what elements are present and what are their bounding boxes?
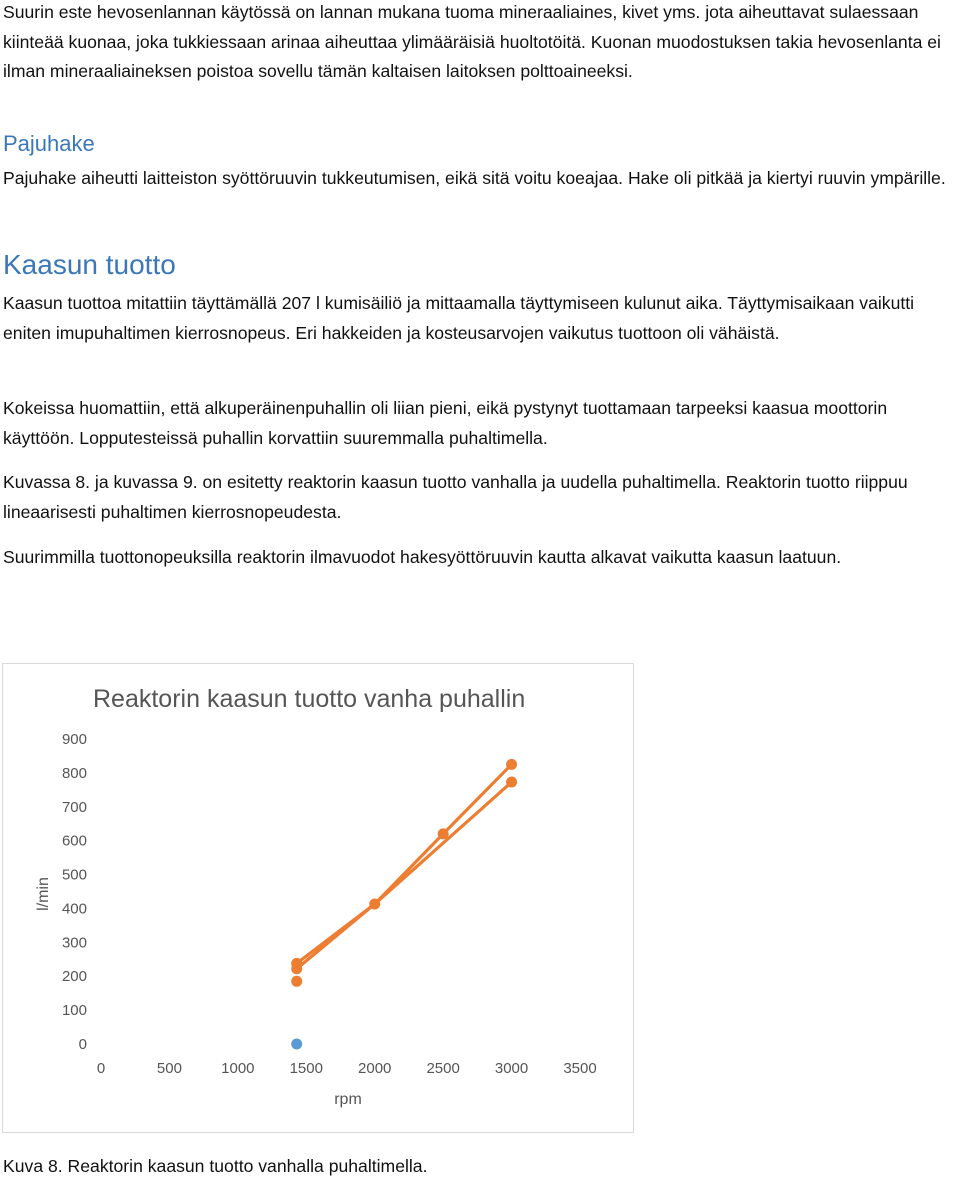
y-tick-label: 700 — [61, 798, 87, 816]
series-points — [291, 759, 517, 1050]
kaasun-tuotto-heading: Kaasun tuotto — [3, 249, 176, 280]
intro-paragraph: Suurin este hevosenlannan käytössä on lannan mukana tuoma mineraaliaines, kivet yms. jota aiheuttavat sulaessaan kiinteää kuonaa, joka tukkiessaan arinaa aiheuttaa ylimääräisiä huoltotöitä. Kuonan muodostuksen takia hevosenlanta ei ilman mineraaliaineksen poistoa sovellu tämän kaltaisen laitoksen polttoaineeksi. — [3, 2, 941, 81]
x-tick-label: 2500 — [426, 1060, 460, 1077]
figure-caption: Kuva 8. Reaktorin kaasun tuotto vanhalla puhaltimella. — [3, 1156, 428, 1176]
series-line-segment — [375, 782, 512, 904]
series-lines — [297, 764, 512, 968]
data-point — [291, 963, 302, 974]
x-tick-labels — [97, 1060, 597, 1077]
y-tick-label: 300 — [61, 934, 87, 952]
y-tick-label: 0 — [78, 1036, 87, 1053]
data-point — [506, 777, 517, 788]
data-point — [438, 828, 449, 839]
data-point — [291, 976, 302, 987]
chart-title: Reaktorin kaasun tuotto vanha puhallin — [93, 685, 526, 713]
series-line-segment — [297, 904, 375, 963]
y-axis-title: l/min — [35, 877, 52, 911]
x-tick-label: 1000 — [221, 1060, 255, 1077]
data-point — [291, 1039, 302, 1050]
y-tick-label: 500 — [61, 866, 87, 884]
pajuhake-heading: Pajuhake — [3, 131, 95, 156]
chart-frame — [2, 663, 634, 1133]
x-tick-label: 1500 — [289, 1060, 323, 1077]
y-tick-label: 400 — [61, 900, 87, 918]
data-point — [369, 899, 380, 910]
y-tick-label: 600 — [61, 832, 87, 850]
gas-output-chart — [3, 664, 635, 1134]
y-tick-labels — [62, 731, 87, 1053]
suurimmilla-paragraph: Suurimmilla tuottonopeuksilla reaktorin ilmavuodot hakesyöttöruuvin kautta alkavat vaikutta kaasun laatuun. — [3, 547, 842, 567]
y-tick-label: 100 — [61, 1002, 87, 1020]
x-tick-label: 0 — [96, 1060, 106, 1077]
x-tick-label: 3000 — [494, 1060, 529, 1077]
series-line-segment — [443, 764, 511, 833]
kuvassa-paragraph: Kuvassa 8. ja kuvassa 9. on esitetty reaktorin kaasun tuotto vanhalla ja uudella puhaltimella. Reaktorin tuotto riippuu lineaarisesti puhaltimen kierrosnopeudesta. — [3, 472, 908, 522]
y-tick-label: 200 — [61, 968, 87, 986]
y-tick-label: 900 — [61, 731, 87, 748]
x-tick-label: 3500 — [563, 1060, 597, 1077]
pajuhake-paragraph: Pajuhake aiheutti laitteiston syöttöruuvin tukkeutumisen, eikä sitä voitu koeajaa. Hake oli pitkää ja kiertyi ruuvin ympärille. — [3, 168, 946, 188]
kokeissa-paragraph: Kokeissa huomattiin, että alkuperäinenpuhallin oli liian pieni, eikä pystynyt tuottamaan tarpeeksi kaasua moottorin käyttöön. Lopputesteissä puhallin korvattiin suuremmalla puhaltimella. — [3, 398, 888, 448]
kaasun-tuotto-paragraph: Kaasun tuottoa mitattiin täyttämällä 207 l kumisäiliö ja mittaamalla täyttymiseen kulunut aika. Täyttymisaikaan vaikutti eniten imupuhaltimen kierrosnopeus. Eri hakkeiden ja kosteusarvojen vaikutus tuottoon oli vähäistä. — [3, 293, 915, 343]
data-point — [506, 759, 517, 770]
x-axis-title: rpm — [334, 1091, 362, 1108]
x-tick-label: 500 — [156, 1060, 182, 1077]
y-tick-label: 800 — [61, 764, 87, 782]
x-tick-label: 2000 — [358, 1060, 392, 1077]
